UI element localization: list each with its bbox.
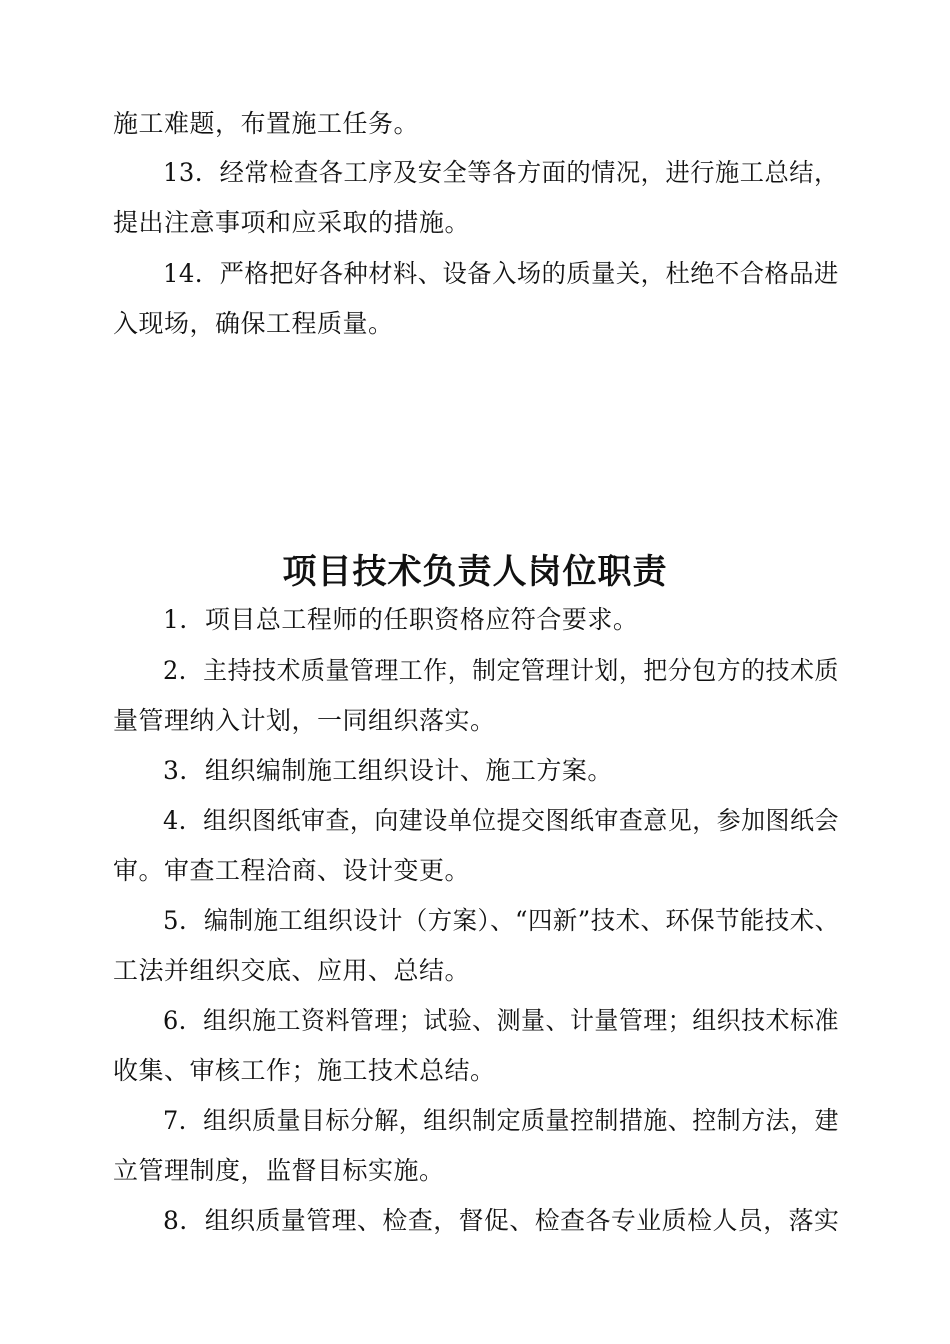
text-line: 立管理制度，监督目标实施。	[113, 1156, 445, 1185]
text-line: 量管理纳入计划，一同组织落实。	[113, 706, 496, 735]
text-line: 收集、审核工作；施工技术总结。	[113, 1056, 496, 1085]
text-line: 审。审查工程洽商、设计变更。	[113, 856, 471, 885]
text-line: 施工难题，布置施工任务。	[113, 109, 420, 138]
text-line: 13．经常检查各工序及安全等各方面的情况，进行施工总结，	[163, 158, 839, 187]
text-line: 3．组织编制施工组织设计、施工方案。	[163, 756, 613, 785]
text-line: 2．主持技术质量管理工作，制定管理计划，把分包方的技术质	[163, 656, 839, 685]
text-line: 入现场，确保工程质量。	[113, 309, 394, 338]
text-line: 7．组织质量目标分解，组织制定质量控制措施、控制方法，建	[163, 1106, 839, 1135]
text-line: 提出注意事项和应采取的措施。	[113, 208, 471, 237]
text-line: 6．组织施工资料管理；试验、测量、计量管理；组织技术标准	[163, 1006, 839, 1035]
text-line: 4．组织图纸审查，向建设单位提交图纸审查意见，参加图纸会	[163, 806, 839, 835]
section-title: 项目技术负责人岗位职责	[282, 552, 668, 592]
text-line: 工法并组织交底、应用、总结。	[113, 956, 471, 985]
text-line: 5．编制施工组织设计（方案）、“四新”技术、环保节能技术、	[163, 906, 840, 935]
text-line: 8．组织质量管理、检查，督促、检查各专业质检人员，落实	[163, 1206, 840, 1235]
text-line: 1．项目总工程师的任职资格应符合要求。	[163, 605, 639, 634]
text-line: 14．严格把好各种材料、设备入场的质量关，杜绝不合格品进	[163, 259, 839, 288]
